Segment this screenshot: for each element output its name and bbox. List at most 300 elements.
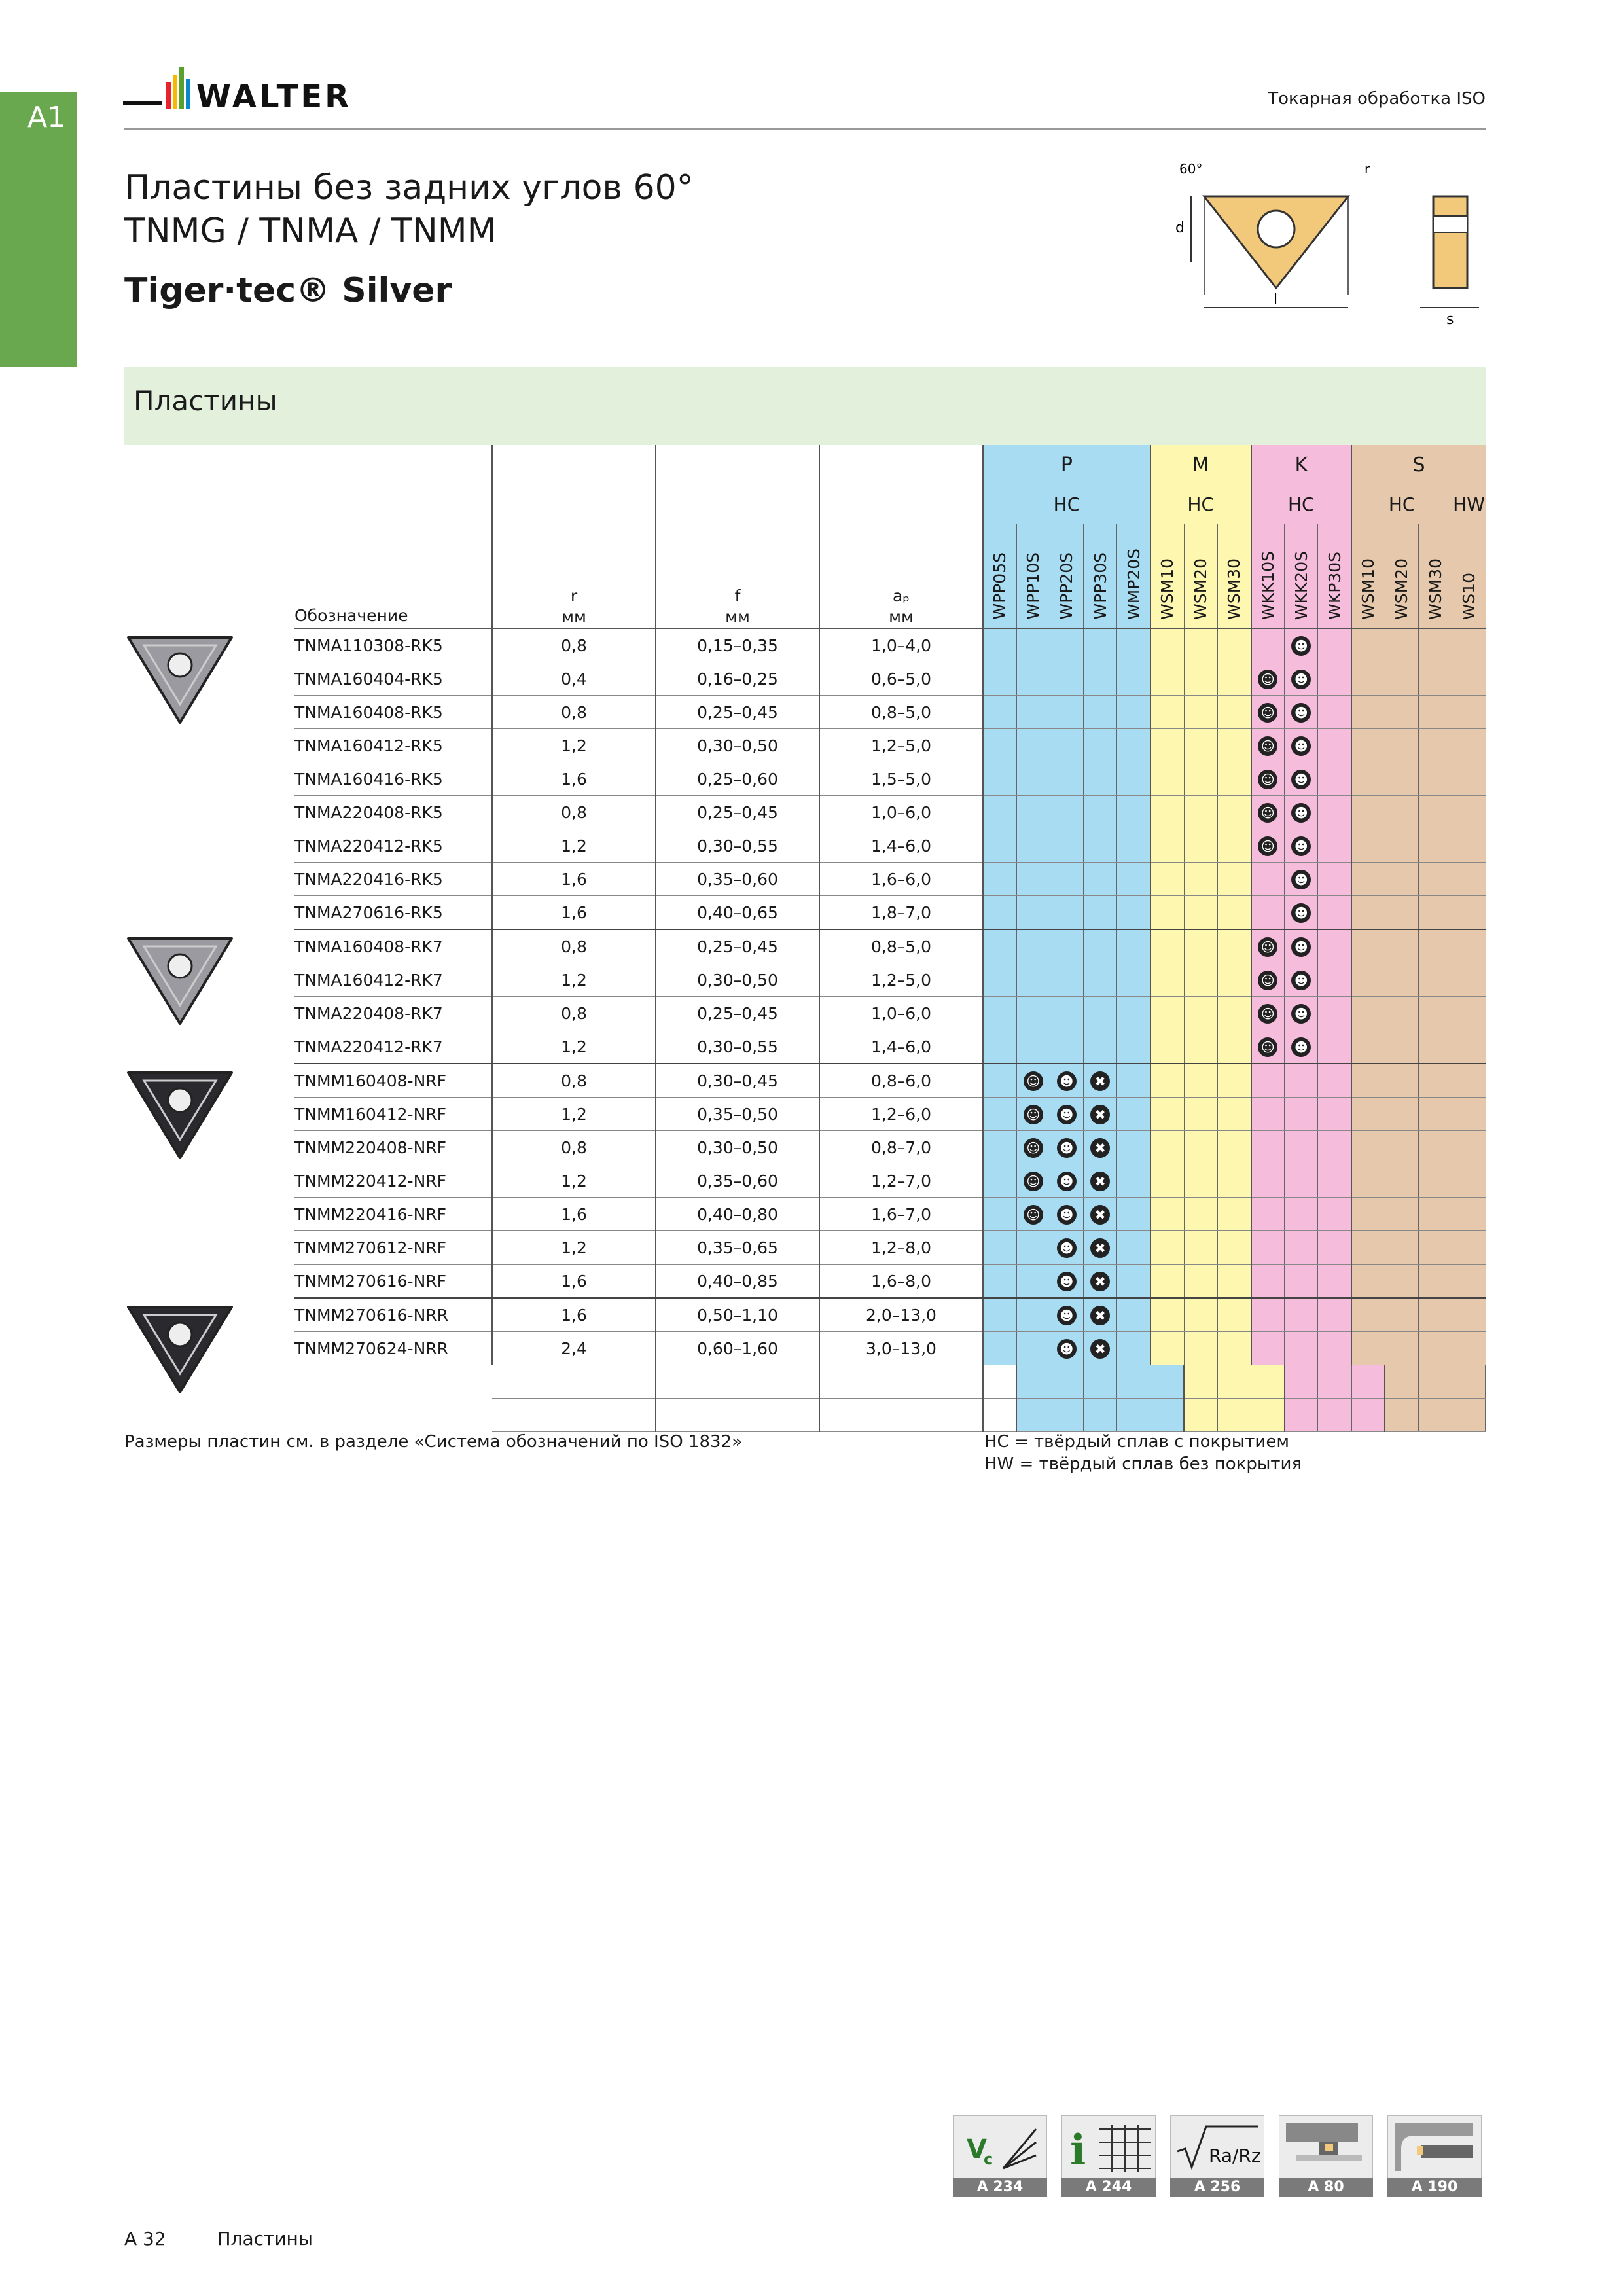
grade-cell [1418, 1399, 1452, 1432]
table-row [124, 1030, 1486, 1064]
grade-header: WSM30 [1418, 524, 1452, 628]
r-cell: 1,2 [492, 829, 656, 863]
table-row [124, 1332, 1486, 1365]
f-cell: 0,30–0,50 [656, 1131, 819, 1164]
designation-cell: TNMM220408-NRF [294, 1131, 492, 1164]
cutting-speed-link[interactable]: V c A 234 [953, 2115, 1047, 2197]
grade-cell [1285, 829, 1318, 863]
designation-cell: TNMM270616-NRF [294, 1265, 492, 1299]
chapter-tab [0, 92, 77, 367]
grade-cell [1150, 628, 1184, 662]
ap-cell: 1,2–5,0 [819, 729, 983, 762]
grade-cell [983, 1231, 1016, 1265]
title-line-2: TNMG / TNMA / TNMM [124, 211, 497, 251]
grade-cell [1418, 1098, 1452, 1131]
grade-header: WS10 [1452, 524, 1486, 628]
r-cell: 1,2 [492, 1231, 656, 1265]
r-cell: 1,2 [492, 963, 656, 997]
primary-choice-icon: ☺ [1258, 736, 1277, 756]
grade-cell [1318, 1198, 1351, 1231]
ap-cell: 1,6–8,0 [819, 1265, 983, 1299]
grade-cell [1117, 896, 1150, 930]
grade-cell [1117, 1064, 1150, 1098]
grade-cell [1184, 997, 1217, 1030]
grade-cell [1318, 729, 1351, 762]
grade-cell [1184, 1064, 1217, 1098]
cutting-speed-icon [953, 2115, 1047, 2178]
grade-cell [1050, 1332, 1083, 1365]
grade-cell [1318, 963, 1351, 997]
grade-cell [1251, 1131, 1285, 1164]
grade-cell [1385, 997, 1418, 1030]
grade-cell [1084, 896, 1117, 930]
table-row [124, 863, 1486, 896]
grade-cell [1318, 628, 1351, 662]
section-title: Пластины [134, 385, 277, 417]
r-cell: 0,8 [492, 796, 656, 829]
grade-header: WSM10 [1150, 524, 1184, 628]
grade-cell [1184, 628, 1217, 662]
grade-cell [1285, 1131, 1318, 1164]
grade-cell [1318, 1332, 1351, 1365]
page-title [124, 166, 694, 253]
grade-cell [1050, 896, 1083, 930]
grade-cell [1318, 1131, 1351, 1164]
grade-cell [1117, 1231, 1150, 1265]
grade-cell [1016, 963, 1050, 997]
grade-cell [1452, 1064, 1486, 1098]
grade-cell [1150, 1064, 1184, 1098]
ap-cell: 1,2–5,0 [819, 963, 983, 997]
designation-cell: TNMA160408-RK7 [294, 929, 492, 963]
grade-cell [1117, 829, 1150, 863]
grade-cell [1117, 1131, 1150, 1164]
grade-cell [1217, 929, 1251, 963]
grade-cell [1385, 1164, 1418, 1198]
grade-cell [1385, 1265, 1418, 1299]
r-cell [656, 1365, 819, 1399]
grade-cell [1251, 1298, 1285, 1332]
suitable-icon: ☻ [1057, 1272, 1077, 1291]
f-cell: 0,25–0,60 [656, 762, 819, 796]
r-cell: 1,6 [492, 762, 656, 796]
grade-cell [1351, 796, 1385, 829]
grade-cell [1251, 696, 1285, 729]
primary-choice-icon: ☺ [1024, 1071, 1043, 1091]
grade-cell [1418, 729, 1452, 762]
grade-cell [1217, 762, 1251, 796]
group-k: K [1251, 445, 1352, 484]
suitable-icon: ☻ [1057, 1138, 1077, 1158]
grade-cell [1117, 796, 1150, 829]
primary-choice-icon: ☺ [1258, 770, 1277, 789]
diagram-l: l [1274, 292, 1278, 308]
grade-cell [1050, 1365, 1083, 1399]
r-cell: 1,6 [492, 1198, 656, 1231]
ap-cell: 0,8–5,0 [819, 929, 983, 963]
grade-cell [1251, 1198, 1285, 1231]
table-row [124, 1265, 1486, 1299]
grade-cell [1050, 628, 1083, 662]
grade-cell [1016, 863, 1050, 896]
grade-cell [1016, 929, 1050, 963]
grade-cell [1050, 1030, 1083, 1064]
grade-cell [1150, 1332, 1184, 1365]
f-cell: 0,25–0,45 [656, 796, 819, 829]
grade-cell [1452, 929, 1486, 963]
alternative-icon: ✖ [1090, 1339, 1110, 1359]
r-cell: 1,2 [492, 729, 656, 762]
table-row [124, 628, 1486, 662]
alternative-icon: ✖ [1090, 1071, 1110, 1091]
grade-cell [1251, 1399, 1285, 1432]
toolholder-link[interactable]: A 80 [1279, 2115, 1373, 2197]
grade-cell [1251, 1098, 1285, 1131]
grade-cell [1050, 829, 1083, 863]
grade-cell [1016, 1030, 1050, 1064]
grade-cell [1084, 997, 1117, 1030]
suitable-icon: ☻ [1291, 903, 1311, 923]
grade-cell [1285, 662, 1318, 696]
surface-roughness-link[interactable]: Ra/Rz A 256 [1170, 2115, 1264, 2197]
table-row [124, 829, 1486, 863]
table-row [124, 662, 1486, 696]
grade-cell [1217, 1064, 1251, 1098]
table-row [124, 1131, 1486, 1164]
grade-cell [1016, 1098, 1050, 1131]
grade-cell [1150, 963, 1184, 997]
grade-cell [1418, 1164, 1452, 1198]
r-cell: 0,8 [492, 628, 656, 662]
logo-text: WALTER [196, 79, 352, 115]
designation-cell: TNMA110308-RK5 [294, 628, 492, 662]
grade-cell [983, 1098, 1016, 1131]
table-row [124, 1365, 1486, 1399]
r-cell: 0,8 [492, 1131, 656, 1164]
grade-cell [1184, 1265, 1217, 1299]
grade-cell [1318, 796, 1351, 829]
grade-cell [1117, 1298, 1150, 1332]
f-cell: 0,30–0,50 [656, 729, 819, 762]
grade-cell [1385, 1064, 1418, 1098]
ap-cell: 1,6–6,0 [819, 863, 983, 896]
f-cell: 0,50–1,10 [656, 1298, 819, 1332]
grade-cell [1418, 696, 1452, 729]
grade-header: WKP30S [1318, 524, 1351, 628]
grade-cell [1084, 729, 1117, 762]
grade-cell [1217, 1332, 1251, 1365]
grade-cell [1351, 929, 1385, 963]
diagram-angle: 60° [1179, 161, 1203, 177]
grade-cell [1050, 1098, 1083, 1131]
grade-cell [1150, 896, 1184, 930]
footnote-hc: HC = твёрдый сплав с покрытием [984, 1432, 1289, 1452]
ap-cell: 1,4–6,0 [819, 829, 983, 863]
grade-cell [1184, 1332, 1217, 1365]
info-link[interactable]: i A 244 [1061, 2115, 1156, 2197]
suitable-icon: ☻ [1291, 1037, 1311, 1057]
grade-cell [1351, 1064, 1385, 1098]
grade-cell [1117, 628, 1150, 662]
designation-cell [492, 1365, 656, 1399]
header-divider [124, 128, 1486, 130]
r-cell: 1,6 [492, 1265, 656, 1299]
product-line-title: Tiger·tec® Silver [124, 271, 452, 310]
table-row [124, 696, 1486, 729]
grade-cell [1285, 729, 1318, 762]
designation-cell: TNMA220408-RK5 [294, 796, 492, 829]
f-cell: 0,35–0,65 [656, 1231, 819, 1265]
ap-cell: 1,6–7,0 [819, 1198, 983, 1231]
svg-text:Ra/Rz: Ra/Rz [1209, 2145, 1261, 2166]
grade-cell [1084, 1332, 1117, 1365]
grade-cell [1385, 1131, 1418, 1164]
grade-cell [1084, 1131, 1117, 1164]
grade-cell [1184, 1231, 1217, 1265]
grade-cell [1351, 1231, 1385, 1265]
grade-cell [1117, 1164, 1150, 1198]
grade-cell [1251, 1231, 1285, 1265]
designation-cell: TNMA270616-RK5 [294, 896, 492, 930]
grade-cell [1351, 628, 1385, 662]
table-row [124, 762, 1486, 796]
grade-cell [1351, 963, 1385, 997]
grade-cell [1150, 796, 1184, 829]
grade-cell [983, 963, 1016, 997]
grade-cell [1016, 1198, 1050, 1231]
grade-cell [1418, 829, 1452, 863]
grade-cell [1184, 896, 1217, 930]
suitable-icon: ☻ [1057, 1071, 1077, 1091]
table-row [124, 1064, 1486, 1098]
grade-cell [1285, 1365, 1318, 1399]
table-row [124, 896, 1486, 930]
grade-cell [1351, 1030, 1385, 1064]
designation-cell: TNMM220416-NRF [294, 1198, 492, 1231]
grade-cell [1016, 628, 1050, 662]
grade-cell [1385, 796, 1418, 829]
grade-cell [1016, 1298, 1050, 1332]
grade-cell [1285, 997, 1318, 1030]
primary-choice-icon: ☺ [1258, 971, 1277, 990]
grade-cell [1318, 662, 1351, 696]
grade-cell [1117, 1198, 1150, 1231]
grade-cell [1016, 729, 1050, 762]
grade-cell [1285, 1399, 1318, 1432]
grade-cell [1150, 1164, 1184, 1198]
grade-cell [1318, 762, 1351, 796]
grade-cell [1418, 1064, 1452, 1098]
title-line-1: Пластины без задних углов 60° [124, 168, 694, 207]
grade-cell [1184, 1164, 1217, 1198]
grade-cell [1385, 628, 1418, 662]
grade-cell [1318, 696, 1351, 729]
grade-cell [1084, 662, 1117, 696]
grade-header: WPP30S [1084, 524, 1117, 628]
grade-cell [1318, 929, 1351, 963]
grade-cell [1251, 729, 1285, 762]
grade-cell [1050, 863, 1083, 896]
ap-cell: 1,8–7,0 [819, 896, 983, 930]
grade-cell [1016, 829, 1050, 863]
ap-cell: 1,2–8,0 [819, 1231, 983, 1265]
footnote-hw: HW = твёрдый сплав без покрытия [984, 1454, 1302, 1474]
primary-choice-icon: ☺ [1024, 1172, 1043, 1191]
grade-cell [1150, 729, 1184, 762]
grade-cell [1385, 896, 1418, 930]
suitable-icon: ☻ [1291, 836, 1311, 856]
grade-cell [1150, 1030, 1184, 1064]
grade-cell [1050, 1399, 1083, 1432]
grade-cell [1184, 729, 1217, 762]
boring-bar-link[interactable]: A 190 [1387, 2115, 1482, 2197]
footnote-dimensions: Размеры пластин см. в разделе «Система обозначений по ISO 1832» [124, 1432, 743, 1452]
grade-cell [1184, 1365, 1217, 1399]
grade-cell [1385, 1030, 1418, 1064]
grade-cell [1217, 1131, 1251, 1164]
grade-cell [1418, 1198, 1452, 1231]
grade-cell [1150, 1265, 1184, 1299]
alternative-icon: ✖ [1090, 1105, 1110, 1124]
insert-nrr-image [124, 1298, 294, 1432]
grade-cell [1117, 1365, 1150, 1399]
r-cell: 1,6 [492, 896, 656, 930]
grade-cell [983, 1131, 1016, 1164]
designation-cell: TNMA160412-RK5 [294, 729, 492, 762]
grade-cell [1217, 662, 1251, 696]
grade-cell [1016, 997, 1050, 1030]
alternative-icon: ✖ [1090, 1172, 1110, 1191]
grade-cell [1016, 762, 1050, 796]
grade-cell [1184, 1131, 1217, 1164]
grade-cell [1251, 963, 1285, 997]
grade-header: WPP20S [1050, 524, 1083, 628]
grade-cell [983, 997, 1016, 1030]
grade-cell [1016, 1064, 1050, 1098]
primary-choice-icon: ☺ [1258, 703, 1277, 723]
grade-cell [1452, 1164, 1486, 1198]
grade-cell [1251, 1064, 1285, 1098]
ap-cell: 1,2–6,0 [819, 1098, 983, 1131]
grade-cell [1050, 929, 1083, 963]
grade-cell [1217, 1231, 1251, 1265]
grade-cell [1251, 762, 1285, 796]
insert-rk5-image [124, 628, 294, 929]
grade-cell [1285, 696, 1318, 729]
grade-header: WSM20 [1184, 524, 1217, 628]
grade-cell [1217, 997, 1251, 1030]
grade-cell [1418, 796, 1452, 829]
grade-cell [1184, 963, 1217, 997]
suitable-icon: ☻ [1057, 1238, 1077, 1258]
grade-cell [1418, 662, 1452, 696]
table-row [124, 1298, 1486, 1332]
group-s-hw: HW [1452, 484, 1486, 524]
grade-cell [1251, 1030, 1285, 1064]
grade-cell [1150, 1098, 1184, 1131]
grade-cell [1285, 963, 1318, 997]
grade-cell [1117, 963, 1150, 997]
grade-cell [1351, 1365, 1385, 1399]
suitable-icon: ☻ [1291, 937, 1311, 957]
grade-cell [1184, 696, 1217, 729]
grade-cell [1351, 863, 1385, 896]
grade-cell [1084, 1198, 1117, 1231]
grade-cell [1050, 1131, 1083, 1164]
table-row [124, 997, 1486, 1030]
grade-cell [1117, 762, 1150, 796]
grade-cell [1050, 662, 1083, 696]
r-cell: 0,8 [492, 997, 656, 1030]
ap-cell: 0,8–6,0 [819, 1064, 983, 1098]
grade-cell [983, 1064, 1016, 1098]
primary-choice-icon: ☺ [1258, 1037, 1277, 1057]
grade-cell [1351, 1265, 1385, 1299]
grade-cell [1217, 1030, 1251, 1064]
group-s: S [1351, 445, 1486, 484]
f-cell: 0,15–0,35 [656, 628, 819, 662]
svg-text:c: c [984, 2150, 993, 2168]
grade-cell [1318, 1298, 1351, 1332]
grade-cell [1385, 863, 1418, 896]
grade-cell [1351, 1131, 1385, 1164]
grade-cell [1050, 762, 1083, 796]
ap-cell: 1,2–7,0 [819, 1164, 983, 1198]
insert-nrf-image [124, 1064, 294, 1298]
grade-cell [1251, 662, 1285, 696]
designation-cell: TNMM160412-NRF [294, 1098, 492, 1131]
inserts-table [124, 445, 1486, 1432]
grade-cell [1084, 1298, 1117, 1332]
grade-cell [1351, 729, 1385, 762]
table-row [124, 963, 1486, 997]
designation-cell: TNMA220408-RK7 [294, 997, 492, 1030]
grade-cell [1217, 1365, 1251, 1399]
grade-cell [1084, 963, 1117, 997]
grade-cell [1184, 1098, 1217, 1131]
grade-cell [1418, 963, 1452, 997]
grade-header: WKK20S [1285, 524, 1318, 628]
grade-cell [1385, 1098, 1418, 1131]
grade-cell [1351, 1399, 1385, 1432]
grade-cell [1285, 863, 1318, 896]
insert-dimension-diagram [1165, 157, 1492, 327]
grade-cell [1351, 1298, 1385, 1332]
suitable-icon: ☻ [1057, 1172, 1077, 1191]
grade-cell [1050, 1231, 1083, 1265]
grade-header: WSM30 [1217, 524, 1251, 628]
r-cell: 0,8 [492, 696, 656, 729]
grade-cell [1452, 896, 1486, 930]
designation-cell: TNMA220412-RK7 [294, 1030, 492, 1064]
grade-cell [983, 1030, 1016, 1064]
grade-cell [983, 1332, 1016, 1365]
page-footer [124, 2228, 313, 2250]
grade-cell [1084, 628, 1117, 662]
svg-text:i: i [1070, 2126, 1086, 2175]
alternative-icon: ✖ [1090, 1138, 1110, 1158]
diagram-s: s [1446, 312, 1454, 327]
grade-cell [1452, 1131, 1486, 1164]
grade-cell [1385, 929, 1418, 963]
designation-cell: TNMM160408-NRF [294, 1064, 492, 1098]
grade-cell [1318, 1231, 1351, 1265]
grade-cell [1184, 829, 1217, 863]
grade-cell [1150, 1365, 1184, 1399]
grade-cell [983, 796, 1016, 829]
grade-cell [1050, 1298, 1083, 1332]
table-row [124, 929, 1486, 963]
